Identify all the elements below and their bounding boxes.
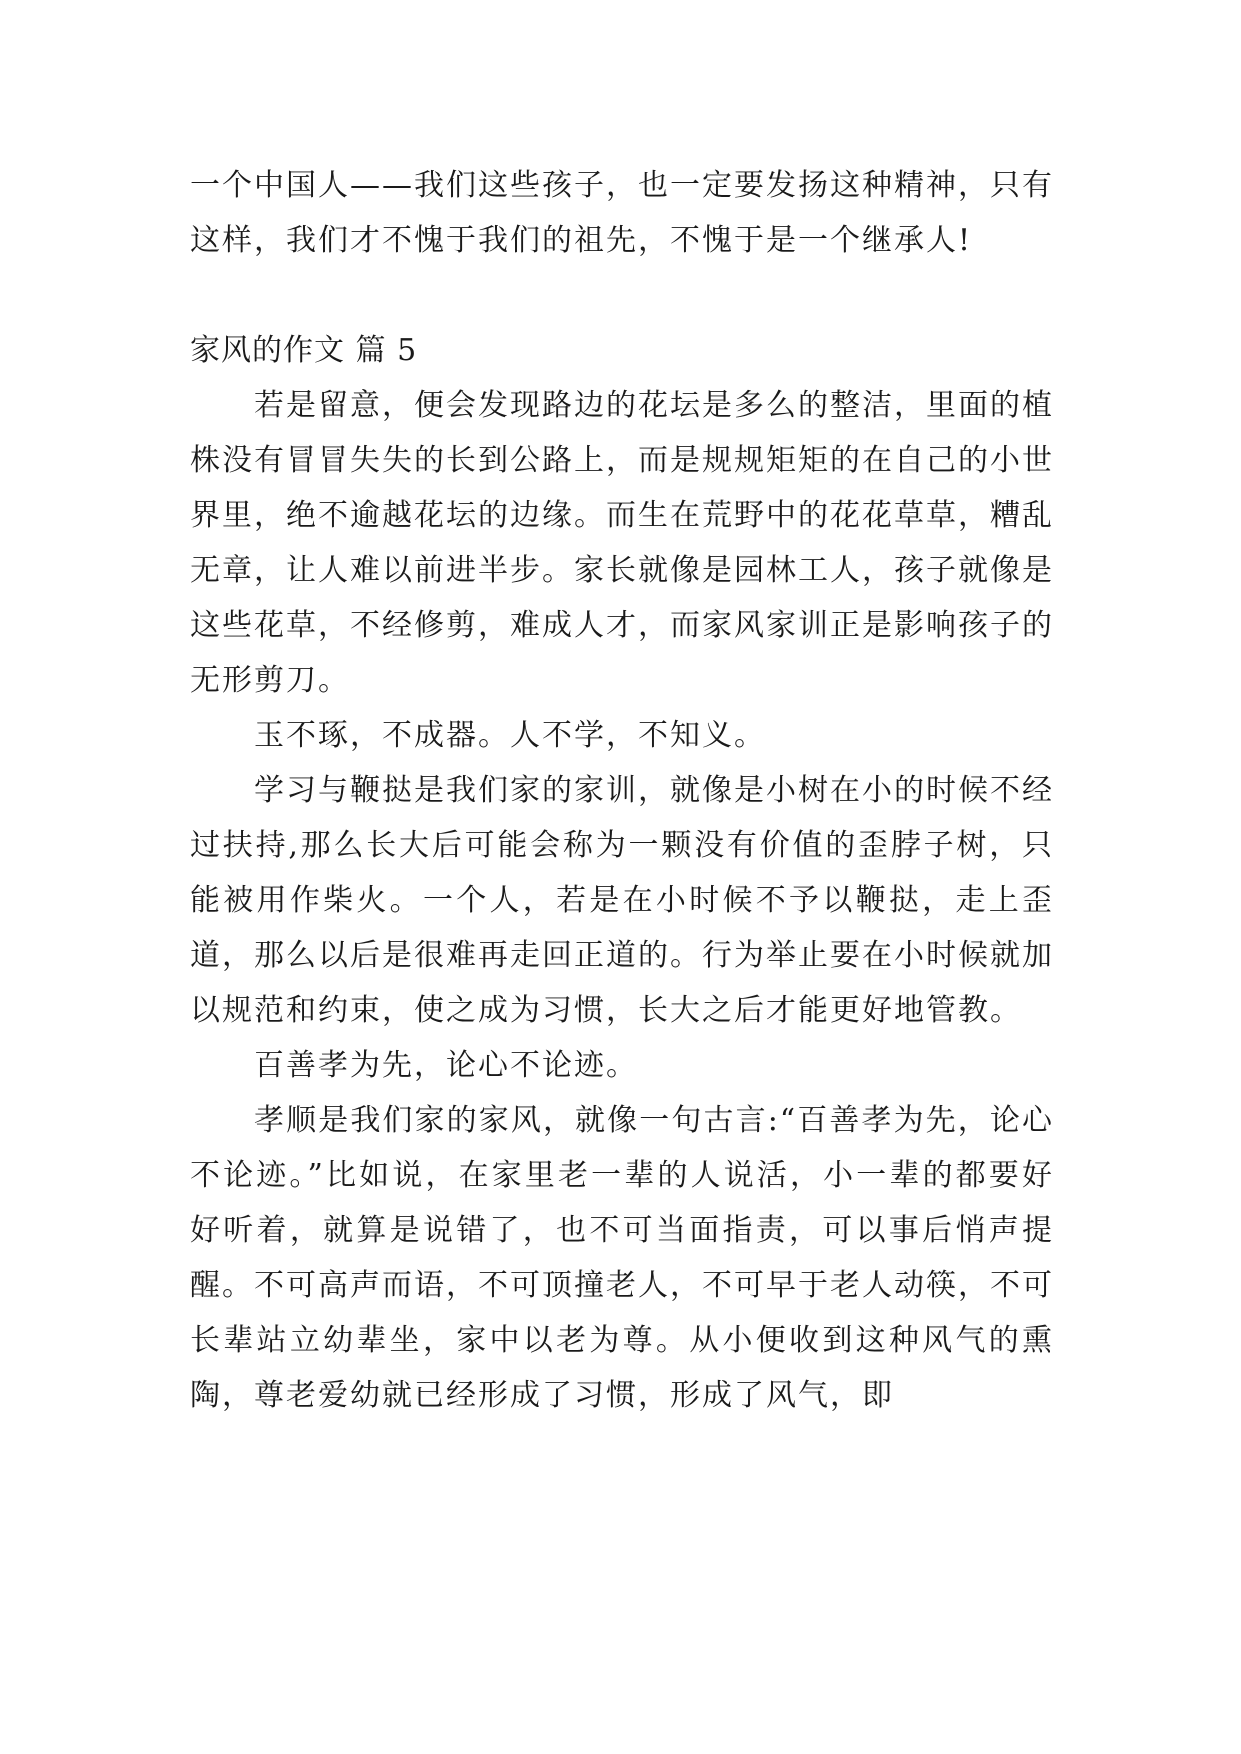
body-paragraph-3: 学习与鞭挞是我们家的家训，就像是小树在小的时候不经过扶持,那么长大后可能会称为一颗没有价值的歪脖子树，只能被用作柴火。一个人，若是在小时候不予以鞭挞，走上歪道，那么以后是很难再走回正道的。行为举止要在小时候就加以规范和约束，使之成为习惯，长大之后才能更好地管教。 (190, 773, 1054, 1028)
section-title: 家风的作文 篇 5 (190, 333, 418, 368)
body-paragraph-2: 玉不琢，不成器。人不学，不知义。 (254, 718, 766, 753)
body-paragraph-1: 若是留意，便会发现路边的花坛是多么的整洁，里面的植株没有冒冒失失的长到公路上，而是规规矩矩的在自己的小世界里，绝不逾越花坛的边缘。而生在荒野中的花花草草，糟乱无章，让人难以前进半步。家长就像是园林工人，孩子就像是这些花草，不经修剪，难成人才，而家风家训正是影响孩子的无形剪刀。 (190, 388, 1054, 698)
section-spacer (190, 268, 1054, 323)
continuation-paragraph: 一个中国人——我们这些孩子，也一定要发扬这种精神，只有这样，我们才不愧于我们的祖先，不愧于是一个继承人! (190, 168, 1054, 258)
body-paragraph-4: 百善孝为先，论心不论迹。 (254, 1048, 638, 1083)
body-paragraph-5: 孝顺是我们家的家风，就像一句古言:“百善孝为先，论心不论迹。”比如说，在家里老一辈的人说活，小一辈的都要好好听着，就算是说错了，也不可当面指责，可以事后悄声提醒。不可高声而语，不可顶撞老人，不可早于老人动筷，不可长辈站立幼辈坐，家中以老为尊。从小便收到这种风气的熏陶，尊老爱幼就已经形成了习惯，形成了风气，即 (190, 1103, 1054, 1413)
document-page (190, 158, 1054, 1423)
